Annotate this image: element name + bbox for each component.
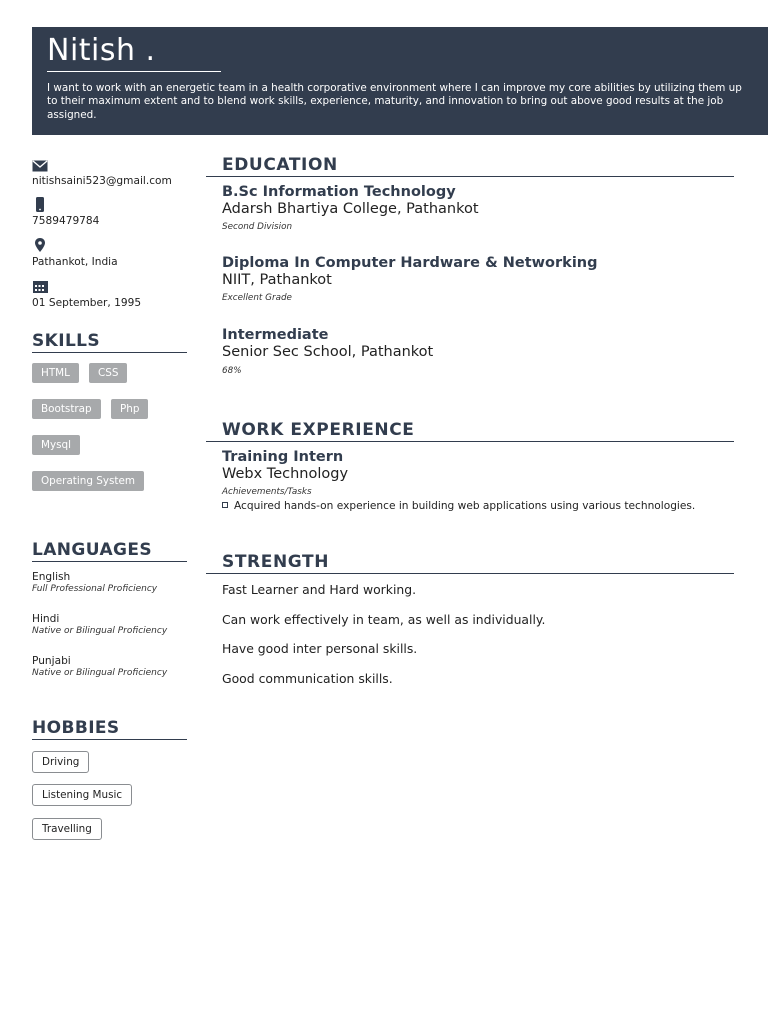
language-name: Punjabi [32, 655, 71, 667]
dob-text: 01 September, 1995 [32, 297, 142, 309]
strength-item: Good communication skills. [222, 671, 393, 686]
candidate-name: Nitish . [47, 33, 156, 68]
education-school: Senior Sec School, Pathankot [222, 344, 434, 360]
phone-text: 7589479784 [32, 215, 100, 227]
education-degree: Diploma In Computer Hardware & Networking [222, 255, 598, 271]
tasks-label: Achievements/Tasks [222, 487, 312, 497]
language-proficiency: Native or Bilingual Proficiency [32, 668, 168, 678]
map-pin-icon [32, 238, 50, 252]
task-text: Acquired hands-on experience in building web applications using various technologies. [234, 500, 696, 512]
email-text: nitishsaini523@gmail.com [32, 175, 172, 187]
education-heading-text: EDUCATION [222, 155, 338, 175]
resume-header [32, 27, 768, 135]
education-degree: Intermediate [222, 327, 329, 343]
career-objective: I want to work with an energetic team in a health corporative environment where I can improve my core abilities by utilizing them up to their maximum extent and to blend work skills, experience, maturity, and innovation to bring out above good results at the job assigned. [47, 82, 742, 121]
education-grade: 68% [222, 366, 242, 376]
skills-heading: SKILLS [32, 331, 187, 353]
education-school: NIIT, Pathankot [222, 272, 332, 288]
strength-heading [206, 552, 734, 574]
strength-heading-text: STRENGTH [222, 552, 330, 572]
calendar-icon [32, 279, 50, 293]
language-name: Hindi [32, 613, 60, 625]
hobby-tag: Travelling [32, 818, 102, 840]
education-grade: Second Division [222, 222, 293, 232]
company-name: Webx Technology [222, 466, 349, 482]
education-degree: B.Sc Information Technology [222, 184, 456, 200]
skill-tag: HTML [32, 363, 79, 383]
skill-tag: CSS [89, 363, 127, 383]
skill-tag: Operating System [32, 471, 144, 491]
strength-item: Fast Learner and Hard working. [222, 582, 417, 597]
location-text: Pathankot, India [32, 256, 118, 268]
skill-tag: Mysql [32, 435, 80, 455]
job-title: Training Intern [222, 449, 344, 465]
education-school: Adarsh Bhartiya College, Pathankot [222, 201, 479, 217]
name-underline [47, 71, 221, 72]
work-experience-heading-text: WORK EXPERIENCE [222, 420, 415, 440]
language-name: English [32, 571, 71, 583]
hobby-tag: Listening Music [32, 784, 132, 806]
envelope-icon [32, 157, 50, 171]
strength-item: Can work effectively in team, as well as individually. [222, 612, 546, 627]
languages-heading: LANGUAGES [32, 540, 187, 562]
skill-tag: Bootstrap [32, 399, 101, 419]
work-experience-heading [206, 420, 734, 442]
language-proficiency: Native or Bilingual Proficiency [32, 626, 168, 636]
task-item [222, 500, 695, 512]
strength-item: Have good inter personal skills. [222, 641, 418, 656]
education-heading [206, 155, 734, 177]
hobbies-heading: HOBBIES [32, 718, 187, 740]
bullet-square-icon [222, 502, 228, 508]
hobby-tag: Driving [32, 751, 89, 773]
phone-icon [32, 197, 50, 211]
skill-tag: Php [111, 399, 148, 419]
language-proficiency: Full Professional Proficiency [32, 584, 158, 594]
education-grade: Excellent Grade [222, 293, 292, 303]
